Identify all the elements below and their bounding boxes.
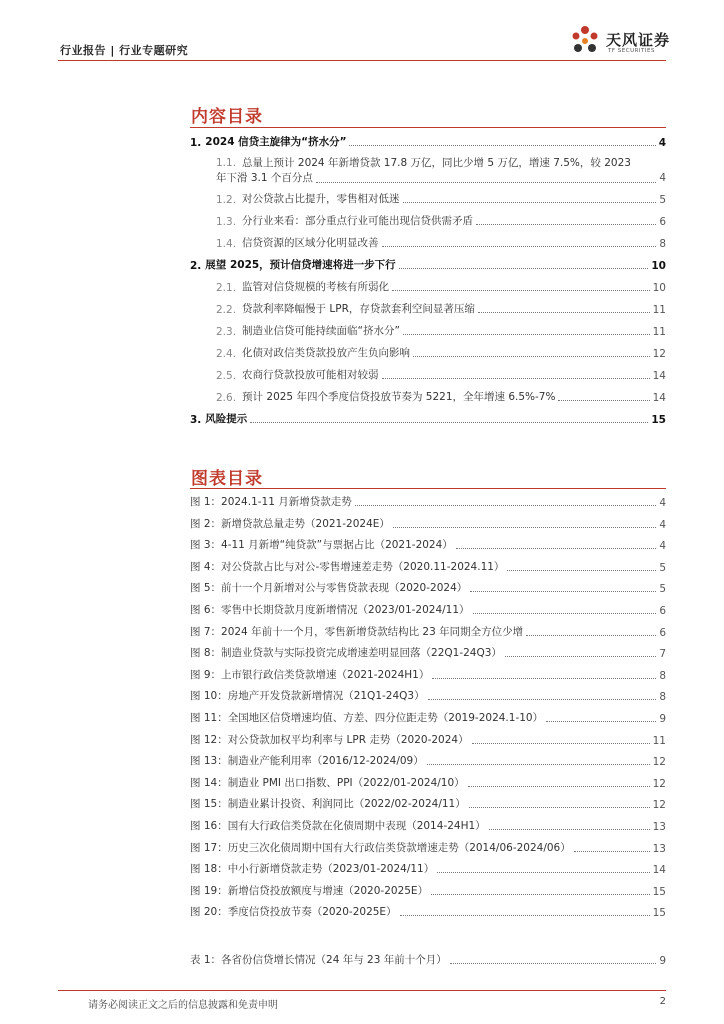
figure-item[interactable] [190,710,666,725]
breadcrumb: 行业报告 | 行业专题研究 [60,44,189,57]
figure-item-page: 4 [659,540,666,553]
toc-item-text: 预计 2025 年四个季度信贷投放节奏为 5221，全年增速 6.5%-7% [242,391,556,403]
toc-item-text: 分行业来看：部分重点行业可能出现信贷供需矛盾 [242,215,474,227]
toc-item[interactable] [190,257,666,272]
toc-item-text: 展望 2025，预计信贷增速将进一步下行 [205,259,396,271]
dot-leader [349,145,655,146]
figures-title: 图表目录 [191,469,263,489]
toc-item-number: 2.6. [216,392,237,404]
brand-logo [568,24,678,58]
dot-leader [316,182,656,183]
dot-leader [413,356,650,357]
table-item-text: 表 1：各省份信贷增长情况（24 年与 23 年前十个月） [190,954,447,966]
figure-item-page: 8 [659,669,666,682]
figure-item-page: 7 [659,648,666,661]
toc-item-page: 6 [659,216,666,228]
toc-item-text: 对公贷款占比提升，零售相对低迷 [242,193,400,205]
dot-leader [403,202,657,203]
toc-item[interactable] [190,213,666,228]
toc-item-text: 农商行贷款投放可能相对较弱 [242,369,379,381]
toc-item-number: 2.5. [216,370,237,382]
figure-item-page: 6 [659,605,666,617]
figure-item-page: 13 [652,821,666,833]
figures-title-rule [190,488,666,489]
toc-item-page: 14 [652,370,666,382]
toc-item-text-continued: 年下滑 3.1 个百分点 [216,172,313,184]
table-item[interactable] [190,952,666,967]
figure-item-page: 6 [659,626,666,639]
toc-title: 内容目录 [191,107,263,127]
toc-item[interactable] [190,367,666,382]
figure-item-page: 14 [652,864,666,877]
figure-item-text: 图 9：上市银行政信类贷款增速（2021-2024H1） [190,668,430,681]
dot-leader [399,268,649,269]
toc-item-number: 1.4. [216,238,237,250]
figure-item[interactable] [190,494,666,509]
toc-item-text: 制造业信贷可能持续面临“挤水分” [242,325,400,337]
toc-item-number: 1.2. [216,194,237,206]
figure-item-text: 图 1：2024.1-11 月新增贷款走势 [190,496,352,508]
figure-item-page: 11 [652,734,666,747]
dot-leader [472,743,650,744]
toc-item-number: 2.2. [216,304,237,316]
toc-item[interactable] [190,134,666,149]
dot-leader [382,246,657,247]
toc-item[interactable] [190,411,666,426]
toc-item-text: 信贷资源的区域分化明显改善 [242,237,379,249]
figure-item[interactable] [190,753,666,768]
table-item-page: 9 [659,955,666,967]
figure-item-page: 15 [652,907,666,920]
toc-item-page: 11 [652,326,666,338]
dot-leader [450,963,657,964]
figure-item-page: 4 [659,497,666,509]
toc-item-page: 11 [652,304,666,316]
logo-name: 天风证券 [606,31,671,49]
figure-item-text: 图 3：4-11 月新增“纯贷款”与票据占比（2021-2024） [190,539,453,552]
dot-leader [546,721,656,722]
dot-leader [400,915,650,916]
toc-item-text: 监管对信贷规模的考核有所弱化 [242,281,390,293]
toc-item-number: 1. [190,137,202,149]
figure-item[interactable] [190,904,666,919]
dot-leader [355,505,657,506]
dot-leader [431,894,650,895]
figure-item-text: 图 12：对公贷款加权平均利率与 LPR 走势（2020-2024） [190,733,469,746]
figure-item-text: 图 10：房地产开发贷款新增情况（21Q1-24Q3） [190,690,425,703]
toc-item-page: 5 [659,194,666,206]
toc-item-text: 风险提示 [205,413,248,425]
figure-item-page: 12 [652,777,666,790]
dot-leader [456,548,657,549]
figure-item-page: 4 [659,518,666,531]
figure-item-text: 图 18：中小行新增贷款走势（2023/01-2024/11） [190,863,435,876]
figure-item-text: 图 17：历史三次化债周期中国有大行政信类贷款增速走势（2014/06-2024/06） [190,841,571,854]
toc-item[interactable] [190,301,666,316]
toc-item-page: 4 [659,172,666,184]
dot-leader [393,527,656,528]
figure-item-page: 13 [652,842,666,855]
dot-leader [428,699,657,700]
toc-item[interactable] [190,323,666,338]
toc-item-page: 4 [658,137,666,149]
dot-leader [403,334,650,335]
figure-item[interactable] [190,840,666,855]
figure-item-text: 图 5：前十一个月新增对公与零售贷款表现（2020-2024） [190,582,468,595]
dot-leader [470,591,656,592]
toc-item-page: 10 [652,282,666,294]
toc-item-text: 2024 信贷主旋律为“挤水分” [205,136,347,148]
figure-item-text: 图 8：制造业贷款与实际投资完成增速差明显回落（22Q1-24Q3） [190,647,502,660]
dot-leader [507,570,656,571]
figure-item-text: 图 14：制造业 PMI 出口指数、PPI（2022/01-2024/10） [190,776,465,789]
toc-item-number: 2.4. [216,348,237,360]
figure-item[interactable] [190,775,666,790]
figure-item-text: 图 6：零售中长期贷款月度新增情况（2023/01-2024/11） [190,604,470,616]
toc-item-text: 化债对政信类贷款投放产生负向影响 [242,347,411,359]
toc-item-text: 总量上预计 2024 年新增贷款 17.8 万亿，同比少增 5 万亿，增速 7.5%，较 2023 [242,157,631,169]
figure-item[interactable] [190,883,666,898]
figure-item-text: 图 15：制造业累计投资、利润同比（2022/02-2024/11） [190,798,466,811]
dot-leader [558,400,649,401]
figure-item-page: 15 [652,885,666,898]
toc-item-number: 2.1. [216,282,237,294]
toc-item[interactable] [190,389,666,404]
toc-item-number: 3. [190,414,202,426]
tf-logo-icon [568,24,602,58]
dot-leader [476,224,656,225]
figure-item-text: 图 13：制造业产能利用率（2016/12-2024/09） [190,755,424,768]
footer-disclaimer: 请务必阅读正文之后的信息披露和免责申明 [88,1000,278,1011]
figure-item-page: 8 [659,691,666,704]
figure-item-text: 图 11：全国地区信贷增速均值、方差、四分位距走势（2019-2024.1-10） [190,712,544,724]
toc-item-number: 1.1. [216,157,237,169]
dot-leader [432,678,656,679]
toc-item-page: 10 [651,260,666,272]
figure-item[interactable] [190,861,666,876]
toc-item[interactable] [190,279,666,294]
figure-item-text: 图 7：2024 年前十一个月，零售新增贷款结构比 23 年同期全方位少增 [190,625,524,638]
figure-item-page: 9 [659,713,666,725]
figure-item-text: 图 4：对公贷款占比与对公-零售增速差走势（2020.11-2024.11） [190,560,505,573]
page-number: 2 [659,996,666,1007]
figure-item[interactable] [190,645,666,660]
toc-item-page: 15 [651,414,666,426]
figure-item[interactable] [190,602,666,617]
figure-item[interactable] [190,667,666,682]
toc-item-page: 8 [659,238,666,250]
figure-item[interactable] [190,537,666,552]
toc-item[interactable] [190,156,666,186]
figure-item-page: 5 [659,583,666,596]
dot-leader [574,851,650,852]
dot-leader [382,378,650,379]
figure-item-page: 12 [652,756,666,769]
figure-item[interactable] [190,580,666,595]
toc-item[interactable] [190,345,666,360]
figure-item[interactable] [190,559,666,574]
dot-leader [250,422,648,423]
dot-leader [526,635,656,636]
figure-item-text: 图 2：新增贷款总量走势（2021-2024E） [190,517,390,530]
dot-leader [469,807,650,808]
logo-subtitle: TF SECURITIES [608,48,655,54]
toc-title-rule [190,127,666,128]
page-header [0,0,724,66]
dot-leader [468,786,650,787]
dot-leader [427,764,650,765]
figure-item[interactable] [190,796,666,811]
dot-leader [392,290,650,291]
dot-leader [489,829,650,830]
figure-item[interactable] [190,516,666,531]
figure-item[interactable] [190,624,666,639]
toc-item-number: 2.3. [216,326,237,338]
figure-item-text: 图 20：季度信贷投放节奏（2020-2025E） [190,906,397,919]
header-rule [58,60,666,61]
toc-item[interactable] [190,191,666,206]
toc-item-page: 14 [652,392,666,404]
toc-item-page: 12 [652,348,666,360]
toc-item-number: 2. [190,260,202,272]
figure-item-page: 5 [659,561,666,574]
figure-item[interactable] [190,688,666,703]
dot-leader [437,872,649,873]
figure-item-page: 12 [652,799,666,812]
dot-leader [478,312,650,313]
dot-leader [505,656,656,657]
toc-item[interactable] [190,235,666,250]
footer-rule [58,990,666,991]
figure-item-text: 图 19：新增信贷投放额度与增速（2020-2025E） [190,884,429,897]
toc-item-text: 贷款利率降幅慢于 LPR，存贷款套利空间显著压缩 [242,303,475,315]
figure-item-text: 图 16：国有大行政信类贷款在化债周期中表现（2014-24H1） [190,820,486,832]
page-footer [58,990,666,1014]
figure-item[interactable] [190,818,666,833]
dot-leader [473,613,657,614]
figure-item[interactable] [190,732,666,747]
toc-item-number: 1.3. [216,216,237,228]
